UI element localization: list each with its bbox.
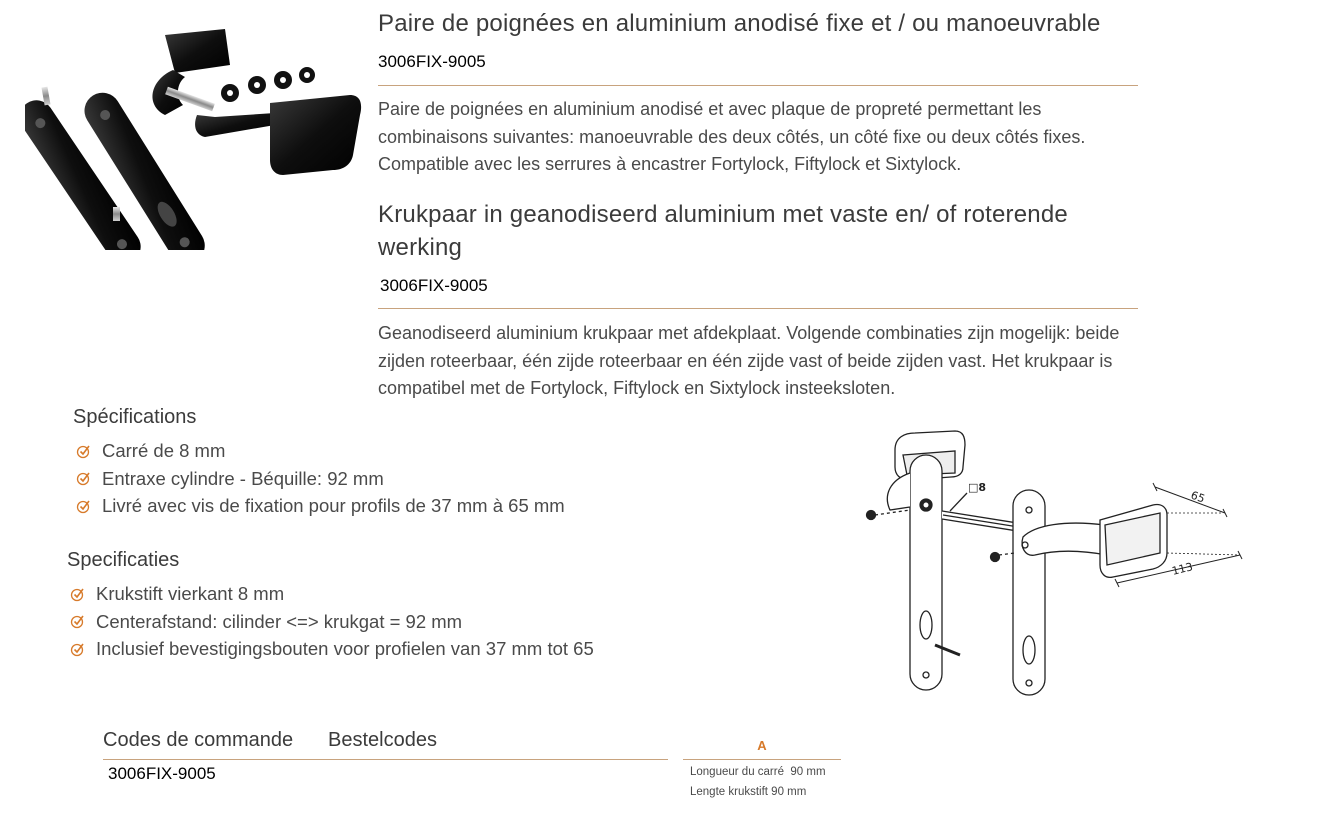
spec-text: Livré avec vis de fixation pour profils de 37 mm à 65 mm (102, 495, 565, 516)
spec-text: Entraxe cylindre - Béquille: 92 mm (102, 467, 384, 489)
spec-text: Inclusief bevestigingsbouten voor profielen van 37 mm tot 65 (96, 638, 594, 659)
dimension-width: 65 (1188, 488, 1207, 506)
spec-item (76, 492, 565, 520)
spec-text: Krukstift vierkant 8 mm (96, 583, 285, 604)
order-divider (103, 759, 668, 760)
product-code-nl: 3006FIX-9005 (380, 276, 488, 295)
column-header-a: A (757, 738, 767, 753)
spec-text: Centerafstand: cilinder <=> krukgat = 92 mm (96, 610, 463, 632)
product-code-fr: 3006FIX-9005 (378, 52, 486, 71)
specs-heading-nl: Specificaties (67, 549, 180, 571)
check-circle-icon (70, 586, 86, 602)
check-circle-icon (70, 613, 86, 629)
spec-item (70, 635, 594, 663)
spec-text: Carré de 8 mm (102, 440, 226, 461)
check-circle-icon (76, 443, 92, 459)
description-nl: Geanodiseerd aluminium krukpaar met afdekplaat. Volgende combinaties zijn mogelijk: beide zijden roteerbaar, één zijde roteerbaar en één zijde vast of beide zijden vast. Het krukpaar is compatibel met de Fortylock, Fiftylock en Sixtylock insteeksloten. (378, 323, 1120, 398)
title-fr: Paire de poignées en aluminium anodisé fixe et / ou manoeuvrable (378, 10, 1101, 37)
check-circle-icon (76, 470, 92, 486)
title-nl: Krukpaar in geanodiseerd aluminium met vaste en/ of roterende werking (378, 201, 1068, 261)
divider-nl (378, 308, 1138, 309)
specs-list-fr (76, 437, 565, 520)
dimension-length: 113 (1170, 560, 1195, 578)
order-code: 3006FIX-9005 (108, 764, 216, 783)
divider-fr (378, 85, 1138, 86)
technical-drawing (855, 425, 1255, 700)
product-photo (25, 25, 370, 250)
specs-heading-fr: Spécifications (73, 406, 197, 428)
order-heading-nl: Bestelcodes (328, 729, 437, 751)
order-heading-fr: Codes de commande (103, 729, 294, 751)
spec-item (70, 608, 594, 636)
specs-list-nl (70, 580, 594, 663)
spec-item (76, 465, 565, 493)
spec-item (76, 437, 565, 465)
square-size-label: □8 (968, 481, 987, 494)
note-nl: Lengte krukstift 90 mm (690, 786, 807, 798)
check-circle-icon (76, 498, 92, 514)
spec-item (70, 580, 594, 608)
check-circle-icon (70, 641, 86, 657)
note-fr: Longueur du carré 90 mm (690, 766, 826, 778)
description-fr: Paire de poignées en aluminium anodisé et avec plaque de propreté permettant les combinaisons suivantes: manoeuvrable des deux côtés, un côté fixe ou deux côtés fixes. Compatible avec les serrures à encastrer Fortylock, Fiftylock et Sixtylock. (378, 99, 1086, 174)
column-divider (683, 759, 841, 760)
